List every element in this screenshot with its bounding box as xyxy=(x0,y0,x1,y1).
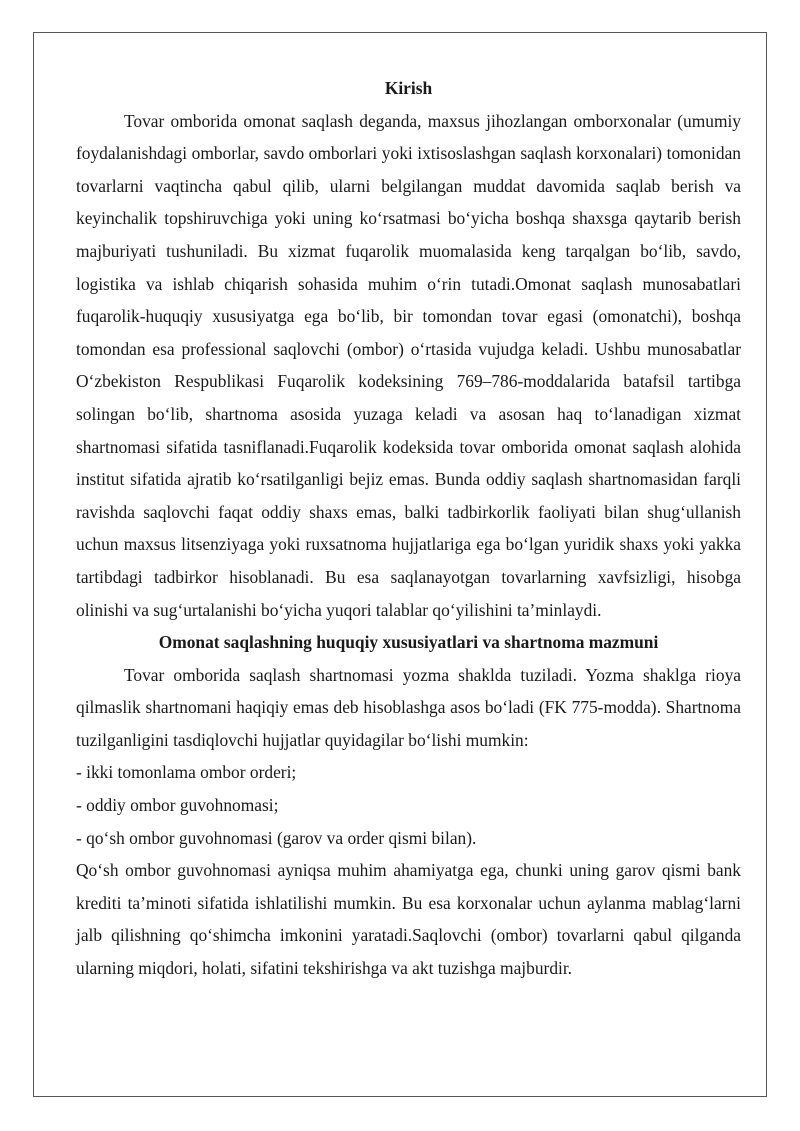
contract-paragraph: Tovar omborida saqlash shartnomasi yozma shaklda tuziladi. Yozma shaklga rioya qilmaslik shartnomani haqiqiy emas deb hisoblashga asos bo‘ladi (FK 775-modda). Shartnoma tuzilganligini tasdiqlovchi hujjatlar quyidagilar bo‘lishi mumkin: xyxy=(76,664,741,750)
document-body xyxy=(76,72,741,985)
intro-paragraph: Tovar omborida omonat saqlash deganda, maxsus jihozlangan omborxonalar (umumiy foydalanishdagi omborlar, savdo omborlari yoki ixtisoslashgan saqlash korxonalari) tomonidan tovarlarni vaqtincha qabul qilib, ularni belgilangan muddat davomida saqlab berish va keyinchalik topshiruvchiga yoki uning ko‘rsatmasi bo‘yicha boshqa shaxsga qaytarib berish majburiyati tushuniladi. Bu xizmat fuqarolik muomalasida keng tarqalgan bo‘lib, savdo, logistika va ishlab chiqarish sohasida muhim o‘rin tutadi.Omonat saqlash munosabatlari fuqarolik-huquqiy xususiyatga ega bo‘lib, bir tomondan tovar egasi (omonatchi), boshqa tomondan esa professional saqlovchi (ombor) o‘rtasida vujudga keladi. Ushbu munosabatlar O‘zbekiston Respublikasi Fuqarolik kodeksining 769–786-moddalarida batafsil tartibga solingan bo‘lib, shartnoma asosida yuzaga keladi va asosan haq to‘lanadigan xizmat shartnomasi sifatida tasniflanadi.Fuqarolik kodeksida tovar omborida omonat saqlash alohida institut sifatida ajratib ko‘rsatilganligi bejiz emas. Bunda oddiy saqlash shartnomasidan farqli ravishda saqlovchi faqat oddiy shaxs emas, balki tadbirkorlik faoliyati bilan shug‘ullanish uchun maxsus litsenziyaga yoki ruxsatnoma hujjatlariga ega bo‘lgan yuridik shaxs yoki yakka tartibdagi tadbirkor hisoblanadi. Bu esa saqlanayotgan tovarlarning xavfsizligi, hisobga olinishi va sug‘urtalanishi bo‘yicha yuqori talablar qo‘yilishini ta’minlaydi. xyxy=(76,110,741,620)
list-item: - oddiy ombor guvohnomasi; xyxy=(76,795,279,816)
closing-paragraph: Qo‘sh ombor guvohnomasi ayniqsa muhim ahamiyatga ega, chunki uning garov qismi bank krediti ta’minoti sifatida ishlatilishi mumkin. Bu esa korxonalar uchun aylanma mablag‘larni jalb qilishning qo‘shimcha imkonini yaratadi.Saqlovchi (ombor) tovarlarni qabul qilganda ularning miqdori, holati, sifatini tekshirishga va akt tuzishga majburdir. xyxy=(76,860,741,979)
list-item: - qo‘sh ombor guvohnomasi (garov va order qismi bilan). xyxy=(76,827,477,848)
section-heading-legal-features: Omonat saqlashning huquqiy xususiyatlari va shartnoma mazmuni xyxy=(158,632,659,653)
section-heading-kirish: Kirish xyxy=(384,78,433,98)
list-item: - ikki tomonlama ombor orderi; xyxy=(76,762,297,783)
